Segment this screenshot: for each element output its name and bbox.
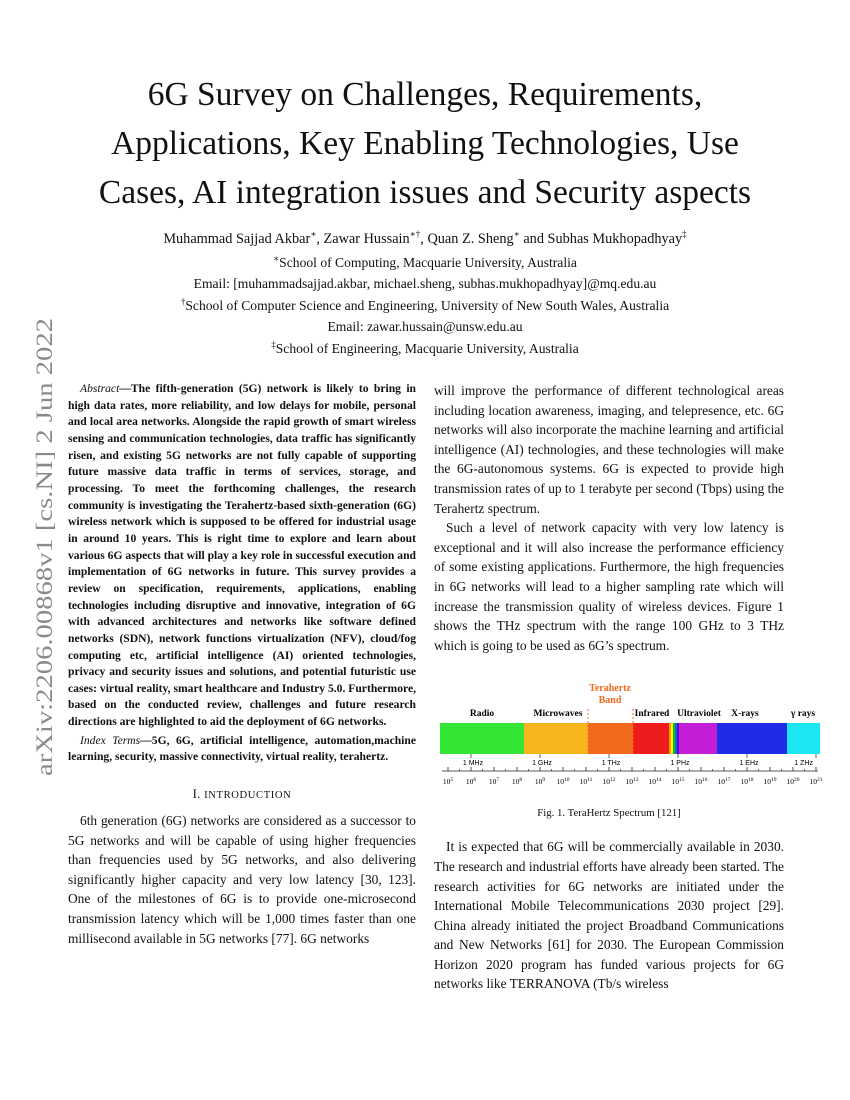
axis-tick-base: 10 [809, 777, 817, 787]
axis-tick-base: 10 [534, 777, 543, 787]
section-heading-introduction [68, 787, 416, 802]
unit-label: 1 GHz [532, 760, 552, 768]
axis-tick-label [603, 777, 616, 786]
spectrum-visible-1 [669, 723, 671, 754]
right-column [434, 381, 823, 994]
axis-tick-exponent: 10 [564, 777, 570, 784]
axis-tick-exponent: 11 [587, 777, 593, 784]
spectrum-band-ultraviolet [679, 723, 717, 754]
axis-tick-exponent: 13 [633, 777, 639, 784]
author-1: Muhammad Sajjad Akbar [163, 231, 311, 247]
author-block [70, 229, 780, 360]
axis-tick-label [580, 777, 593, 786]
paragraph-1: 6th generation (6G) networks are considered as a successor to 5G networks and will be capable of using higher frequencies than frequencies used by 5G networks, and also delivering significantly higher capacity and very low latency [30, 123]. One of the milestones of 6G is to provide one-microsecond transmission latency which will be 1,000 times faster than one millisecond available in 5G networks [77]. 6G networks [68, 813, 416, 946]
spectrum-band-gamma [787, 723, 820, 754]
spectrum-visible-2 [671, 723, 673, 754]
band-label-terahertz-line2: Band [598, 695, 622, 707]
axis-tick-base: 10 [488, 777, 497, 787]
affiliation-1-mark: ∗ [273, 253, 280, 264]
axis-tick-exponent: 17 [725, 777, 731, 784]
author-3-mark: ∗ [513, 229, 520, 240]
author-2-mark: ∗† [409, 229, 421, 240]
author-2: , Zawar Hussain [316, 231, 410, 247]
arxiv-stamp [14, 318, 64, 778]
axis-tick-exponent: 7 [496, 777, 500, 784]
axis-tick-exponent: 20 [794, 777, 800, 784]
axis-tick-base: 10 [763, 777, 771, 787]
axis-tick-base: 10 [671, 777, 679, 787]
affiliation-1 [70, 252, 780, 274]
unit-label: 1 ZHz [794, 760, 813, 768]
axis-tick-label [535, 777, 546, 786]
axis-tick-label [626, 777, 639, 786]
axis-tick-label [466, 777, 477, 786]
unit-label-group [463, 754, 816, 767]
axis-tick-base: 10 [740, 777, 748, 787]
spectrum-visible-4 [675, 723, 677, 754]
axis-tick-label [787, 777, 800, 786]
author-4-mark: ‡ [682, 229, 687, 240]
band-label-microwaves: Microwaves [533, 709, 583, 720]
axis-tick-label [672, 777, 685, 786]
affiliation-2 [70, 295, 780, 317]
section-title: INTRODUCTION [204, 790, 292, 802]
spectrum-visible-5 [677, 723, 679, 754]
spectrum-band-infrared [633, 723, 669, 754]
spectrum-band-terahertz [588, 723, 633, 754]
spectrum-band-radio [440, 723, 524, 754]
axis-tick-base: 10 [694, 777, 702, 787]
axis-tick-label [512, 777, 523, 786]
frequency-axis [442, 767, 823, 786]
author-names [70, 229, 780, 251]
axis-tick-label [695, 777, 708, 786]
figure-caption: Fig. 1. TeraHertz Spectrum [121] [537, 807, 681, 820]
axis-tick-exponent: 5 [450, 777, 454, 784]
axis-tick-exponent: 8 [519, 777, 523, 784]
band-label-terahertz-line1: Terahertz [589, 683, 631, 695]
axis-tick-label [810, 777, 823, 786]
affiliation-2-mark: † [180, 296, 186, 307]
affiliation-3-mark: ‡ [271, 339, 276, 350]
axis-tick-exponent: 6 [473, 777, 477, 784]
spectrum-visible-3 [673, 723, 675, 754]
axis-tick-base: 10 [602, 777, 610, 787]
band-label-radio: Radio [469, 709, 495, 720]
axis-tick-base: 10 [556, 777, 564, 787]
axis-tick-base: 10 [579, 777, 588, 787]
axis-tick-exponent: 9 [542, 777, 546, 784]
author-4: and Subhas Mukhopadhyay [519, 231, 683, 247]
spectrum-band-xrays [717, 723, 787, 754]
axis-tick-label [741, 777, 754, 786]
paragraph-1-continued: will improve the performance of different technological areas including location awareness, imaging, and telepresence, etc. 6G networks will also incorporate the machine learning and artificial intelligence (AI) technologies, and these technologies will make the 6G-autonomous systems. 6G is expected to provide high transmission rates of up to 1 terabyte per second (Tbps) using the Terahertz spectrum. [434, 383, 784, 516]
band-label-gamma: γ rays [790, 709, 816, 720]
band-label-infrared: Infrared [634, 709, 670, 720]
index-terms [68, 733, 416, 766]
axis-tick-label [718, 777, 731, 786]
axis-tick-label [764, 777, 777, 786]
axis-tick-base: 10 [717, 777, 725, 787]
affiliation-2-email: Email: zawar.hussain@unsw.edu.au [327, 319, 523, 335]
unit-label: 1 EHz [739, 760, 759, 768]
axis-tick-exponent: 14 [656, 777, 662, 784]
unit-label: 1 THz [601, 760, 621, 768]
affiliation-3 [70, 338, 780, 360]
paper-title: 6G Survey on Challenges, Requirements, Applications, Key Enabling Technologies, Use Cases, AI integration issues and Security aspects [98, 76, 752, 211]
affiliation-1-email: Email: [muhammadsajjad.akbar, michael.sheng, subhas.mukhopadhyay]@mq.edu.au [193, 276, 657, 292]
abstract-label: Abstract [80, 382, 120, 395]
terahertz-spectrum-figure [436, 681, 823, 789]
left-column [68, 381, 416, 948]
author-1-mark: ∗ [310, 229, 317, 240]
axis-tick-base: 10 [511, 777, 520, 787]
section-number: I. [192, 787, 201, 802]
unit-label: 1 PHz [670, 760, 690, 768]
paragraph-3: It is expected that 6G will be commercially available in 2030. The research and industrial efforts have already been started. The research activities for 6G networks are initiated under the International Mobile Telecommunications 2030 project [29]. China already initiated the project Broadband Communications and New Networks [61] for 2030. The European Commission Horizon 2020 program has funded various projects for 6G networks like TERRANOVA (Tb/s wireless [434, 839, 784, 992]
axis-tick-base: 10 [465, 777, 474, 787]
axis-tick-exponent: 15 [679, 777, 685, 784]
axis-tick-exponent: 21 [817, 777, 823, 784]
axis-tick-base: 10 [786, 777, 794, 787]
axis-tick-exponent: 18 [748, 777, 754, 784]
abstract [68, 381, 416, 731]
affiliation-3-text: School of Engineering, Macquarie University, Australia [275, 340, 579, 356]
author-3: , Quan Z. Sheng [420, 231, 514, 247]
paragraph-2: Such a level of network capacity with very low latency is exceptional and it will also increase the performance efficiency of some existing applications. Furthermore, the high frequencies in 6G networks will lead to a higher sampling rate which will increase the transmission quality of wireless devices. Figure 1 shows the THz spectrum with the range 100 GHz to 3 THz which is going to be used as 6G’s spectrum. [434, 520, 784, 653]
axis-tick-exponent: 16 [702, 777, 708, 784]
band-label-xrays: X-rays [731, 709, 759, 720]
axis-tick-exponent: 12 [610, 777, 616, 784]
axis-tick-exponent: 19 [771, 777, 777, 784]
band-label-ultraviolet: Ultraviolet [677, 709, 721, 720]
axis-tick-base: 10 [442, 777, 451, 787]
spectrum-band-microwaves [524, 723, 588, 754]
abstract-text: —The fifth-generation (5G) network is likely to bring in high data rates, more reliability, and low delays for mobile, personal and local area networks. Alongside the rapid growth of smart wireless sensing and communication technologies, data traffic has significantly risen, and existing 5G networks are not fully capable of supporting future massive data traffic in terms of services, storage, and processing. To meet the forthcoming challenges, the research community is investigating the Terahertz-based sixth-generation (6G) wireless network which is supposed to be offered for industrial usage in around 10 years. This is right time to explore and learn about various 6G aspects that will play a key role in successful execution and implementation of 6G networks in future. This survey provides a review on specification, requirements, applications, enabling technologies including disruptive and innovative, integration of 6G with advanced architectures and networks like software defined networks (SDN), network functions virtualization (NFV), cloud/fog computing etc, artificial intelligence (AI) oriented technologies, privacy and security issues and solutions, and potential futuristic use cases: virtual reality, smart healthcare and Industry 5.0. Furthermore, based on the conducted review, challenges and future research directions are highlighted to aid the deployment of 6G networks. [68, 382, 416, 729]
arxiv-stamp-text: arXiv:2206.00868v1 [cs.NI] 2 Jun 2022 [32, 401, 58, 776]
unit-label: 1 MHz [462, 760, 484, 768]
index-terms-label: Index Terms [80, 733, 141, 747]
axis-tick-label [557, 777, 570, 786]
axis-tick-base: 10 [648, 777, 656, 787]
affiliation-1-text: School of Computing, Macquarie University, Australia [279, 254, 577, 270]
axis-tick-base: 10 [625, 777, 633, 787]
axis-tick-label [649, 777, 662, 786]
axis-tick-label [489, 777, 500, 786]
index-terms-text: —5G, 6G, artificial intelligence, automation,machine learning, security, massive connectivity, virtual reality, terahertz. [68, 733, 416, 764]
affiliation-2-text: School of Computer Science and Engineering, University of New South Wales, Australia [185, 297, 670, 313]
axis-tick-label [443, 777, 454, 786]
